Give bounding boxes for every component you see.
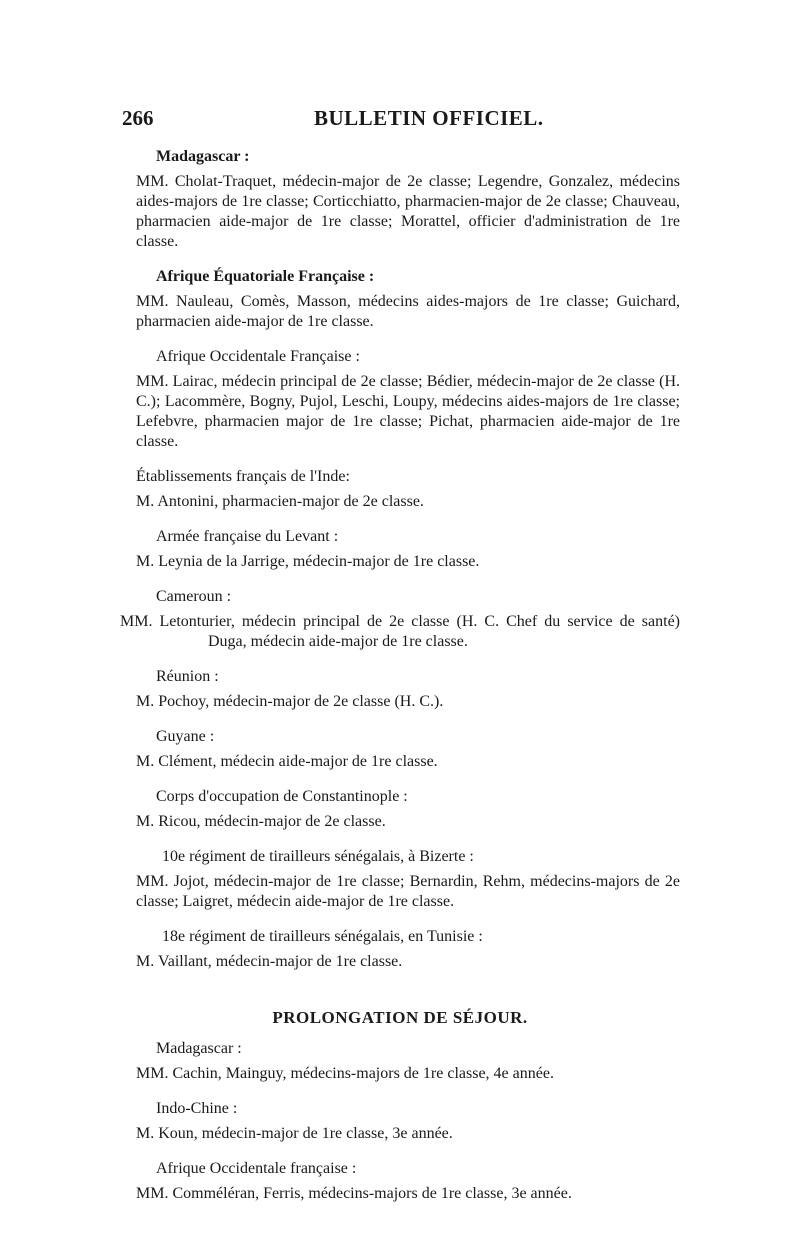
page-body	[120, 146, 680, 1218]
entry-madagascar: MM. Cholat-Traquet, médecin-major de 2e classe; Legendre, Gonzalez, médecins aides-majors de 1re classe; Corticchiatto, pharmacien-major de 2e classe; Chauveau, pharmacien aide-major de 1re classe; Morattel, officier d'administration de 1re classe.	[136, 173, 680, 250]
heading-tunisie: 18e régiment de tirailleurs sénégalais, en Tunisie :	[162, 928, 483, 945]
entry-aof: MM. Lairac, médecin principal de 2e classe; Bédier, médecin-major de 2e classe (H. C.); Lacommère, Bogny, Pujol, Leschi, Loupy, médecins aides-majors de 1re classe; Lefebvre, pharmacien major de 1re classe; Pichat, pharmacien aide-major de 1re classe.	[136, 373, 680, 450]
heading-cameroun: Cameroun :	[156, 588, 232, 605]
heading-prolong-aof: Afrique Occidentale française :	[156, 1160, 357, 1177]
entry-aef: MM. Nauleau, Comès, Masson, médecins aides-majors de 1re classe; Guichard, pharmacien aide-major de 1re classe.	[136, 293, 680, 330]
heading-madagascar: Madagascar :	[156, 148, 250, 165]
heading-bizerte: 10e régiment de tirailleurs sénégalais, à Bizerte :	[162, 848, 474, 865]
heading-prolong-indochine: Indo-Chine :	[156, 1100, 238, 1117]
page-header	[122, 106, 682, 136]
entry-cameroun: MM. Letonturier, médecin principal de 2e classe (H. C. Chef du service de santé) Duga, médecin aide-major de 1re classe.	[120, 613, 680, 650]
entry-prolong-indochine: M. Koun, médecin-major de 1re classe, 3e année.	[136, 1125, 453, 1142]
heading-inde: Établissements français de l'Inde:	[136, 468, 350, 485]
entry-prolong-madagascar: MM. Cachin, Mainguy, médecins-majors de 1re classe, 4e année.	[136, 1065, 554, 1082]
entry-guyane: M. Clément, médecin aide-major de 1re classe.	[136, 753, 438, 770]
heading-constantinople: Corps d'occupation de Constantinople :	[156, 788, 408, 805]
entry-levant: M. Leynia de la Jarrige, médecin-major de 1re classe.	[136, 553, 480, 570]
entry-prolong-aof: MM. Comméléran, Ferris, médecins-majors de 1re classe, 3e année.	[136, 1185, 572, 1202]
entry-reunion: M. Pochoy, médecin-major de 2e classe (H. C.).	[136, 693, 444, 710]
running-title: BULLETIN OFFICIEL.	[314, 106, 544, 130]
heading-levant: Armée française du Levant :	[156, 528, 339, 545]
entry-constantinople: M. Ricou, médecin-major de 2e classe.	[136, 813, 386, 830]
page-number: 266	[122, 106, 154, 130]
entry-tunisie: M. Vaillant, médecin-major de 1re classe.	[136, 953, 403, 970]
heading-aof: Afrique Occidentale Française :	[156, 348, 360, 365]
heading-guyane: Guyane :	[156, 728, 215, 745]
entry-inde: M. Antonini, pharmacien-major de 2e classe.	[136, 493, 424, 510]
heading-reunion: Réunion :	[156, 668, 219, 685]
entry-bizerte: MM. Jojot, médecin-major de 1re classe; Bernardin, Rehm, médecins-majors de 2e classe; Laigret, médecin aide-major de 1re classe.	[136, 873, 680, 910]
heading-aef: Afrique Équatoriale Française :	[156, 268, 375, 285]
section-title-prolongation: PROLONGATION DE SÉJOUR.	[272, 1008, 528, 1027]
heading-prolong-madagascar: Madagascar :	[156, 1040, 242, 1057]
